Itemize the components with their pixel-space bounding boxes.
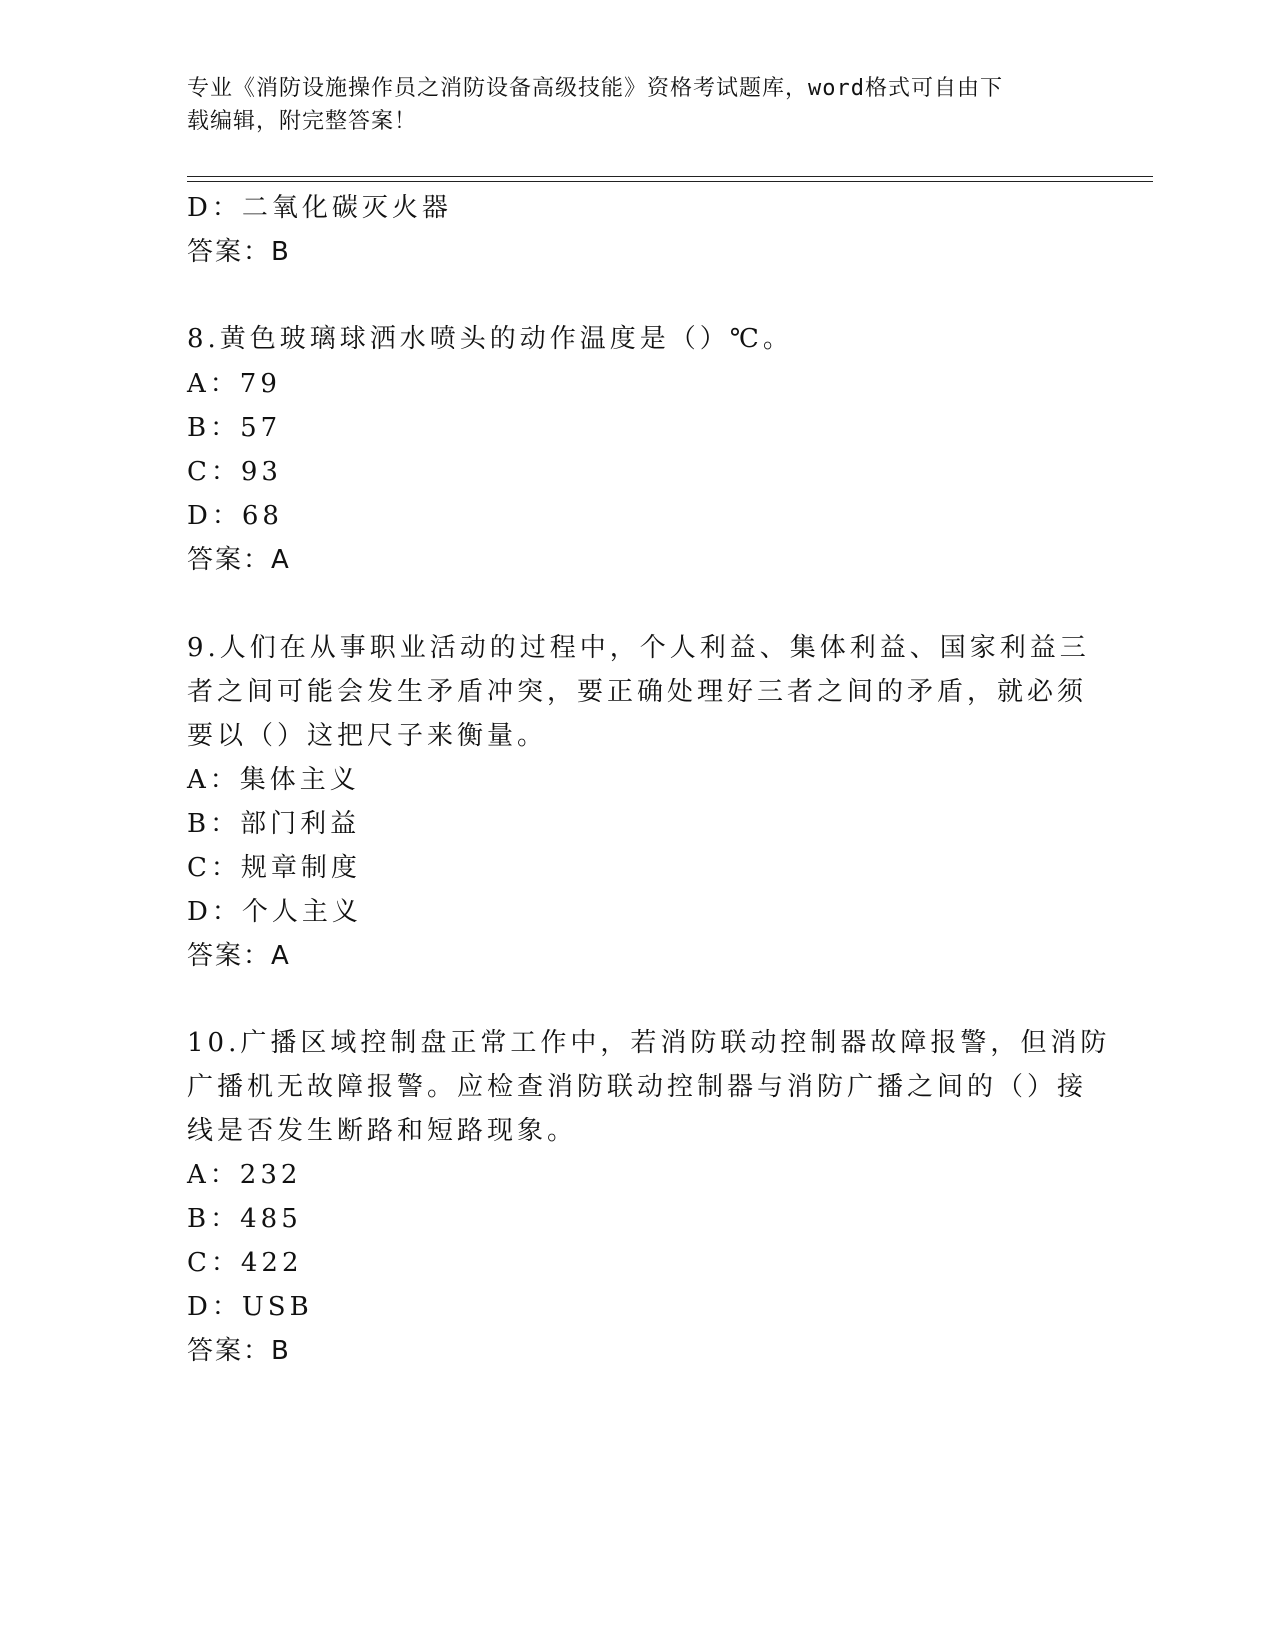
header-divider-top [187,176,1153,177]
question-8-option-c: C：93 [187,457,282,487]
question-10-option-d: D：USB [187,1292,313,1322]
question-9-option-c: C：规章制度 [187,853,361,883]
question-10-option-b: B：485 [187,1204,302,1234]
question-10-option-c: C：422 [187,1248,303,1278]
question-10-stem-line-1: 10.广播区域控制盘正常工作中，若消防联动控制器故障报警，但消防 [187,1028,1111,1058]
header-divider-bottom [187,181,1153,182]
question-10-answer: 答案：B [187,1336,291,1366]
question-8-option-b: B：57 [187,413,282,443]
question-10-option-a: A：232 [187,1160,302,1190]
question-8-option-d: D：68 [187,501,283,531]
question-8-answer: 答案：A [187,545,291,575]
question-9-stem-line-2: 者之间可能会发生矛盾冲突，要正确处理好三者之间的矛盾，就必须 [187,677,1088,707]
question-8-stem: 8.黄色玻璃球洒水喷头的动作温度是（）℃。 [187,324,793,354]
question-10-stem-line-2: 广播机无故障报警。应检查消防联动控制器与消防广播之间的（）接 [187,1072,1088,1102]
question-9-stem-line-3: 要以（）这把尺子来衡量。 [187,721,548,751]
question-9-stem-line-1: 9.人们在从事职业活动的过程中，个人利益、集体利益、国家利益三 [187,633,1090,663]
header-line-2: 载编辑，附完整答案！ [187,109,418,134]
question-9-option-d: D：个人主义 [187,897,362,927]
question-9-option-a: A：集体主义 [187,765,360,795]
question-8-option-a: A：79 [187,369,281,399]
question-10-stem-line-3: 线是否发生断路和短路现象。 [187,1116,578,1146]
question-9-option-b: B：部门利益 [187,809,361,839]
header-line-1: 专业《消防设施操作员之消防设备高级技能》资格考试题库，word格式可自由下 [187,76,1003,101]
document-header [187,72,1067,138]
prev-answer: 答案：B [187,237,291,267]
prev-option-d: D：二氧化碳灭火器 [187,193,452,223]
question-9-answer: 答案：A [187,941,291,971]
